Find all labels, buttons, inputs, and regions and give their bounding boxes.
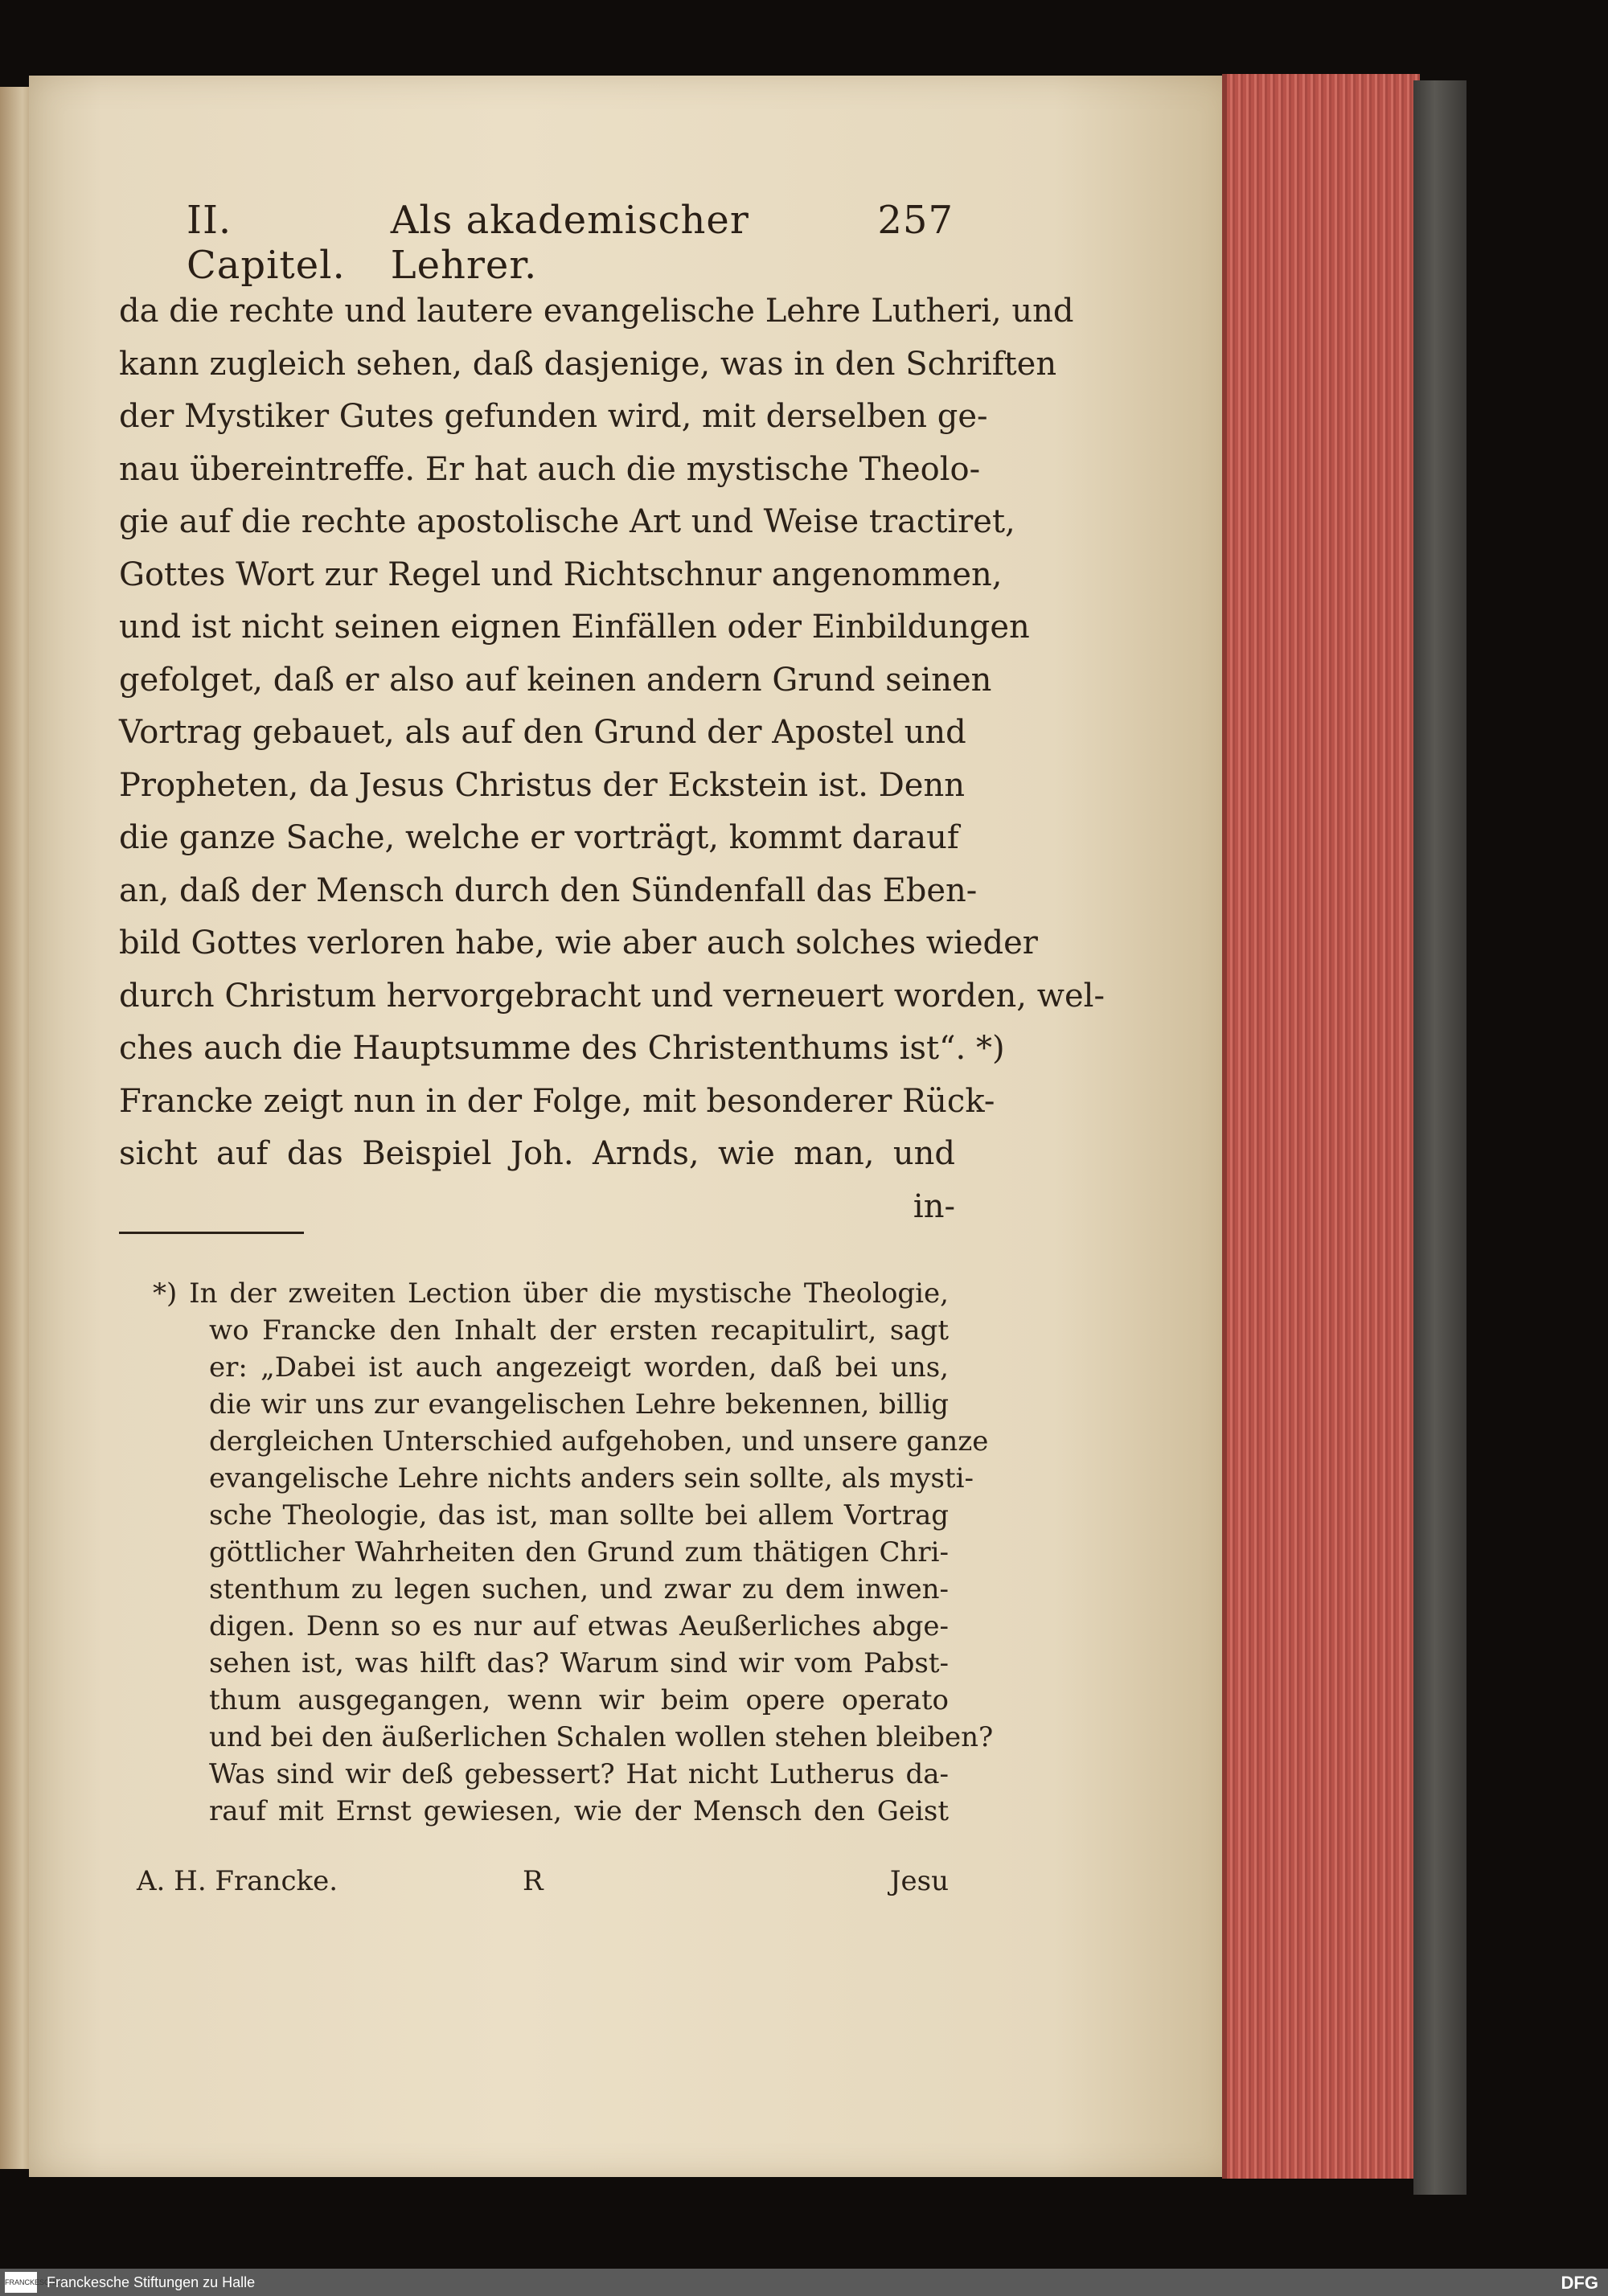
- footnote: [153, 1275, 994, 1830]
- text-line: gefolget, daß er also auf keinen andern Grund seinen: [119, 661, 992, 699]
- footnote-line: göttlicher Wahrheiten den Grund zum thätigen Chri-: [209, 1536, 949, 1568]
- text-line: gie auf die rechte apostolische Art und Weise tractiret,: [119, 503, 1015, 540]
- text-line: und ist nicht seinen eignen Einfällen oder Einbildungen: [119, 609, 1030, 646]
- text-line: durch Christum hervorgebracht und verneuert worden, wel-: [119, 977, 1105, 1015]
- footnote-line: sehen ist, was hilft das? Warum sind wir vom Pabst-: [209, 1647, 949, 1679]
- page-number: 257: [877, 198, 954, 243]
- signature-mark: R: [523, 1865, 544, 1897]
- footnote-line: thum ausgegangen, wenn wir beim opere operato: [209, 1684, 949, 1716]
- left-page-edge: [0, 87, 32, 2169]
- footnote-line: evangelische Lehre nichts anders sein sollte, als mysti-: [209, 1462, 974, 1494]
- text-line: Francke zeigt nun in der Folge, mit besonderer Rück-: [119, 1082, 995, 1120]
- book-cover: [1413, 80, 1466, 2195]
- text-line: Propheten, da Jesus Christus der Eckstein ist. Denn: [119, 766, 965, 804]
- institution-logo-icon: FRANCKESCHE: [5, 2272, 37, 2293]
- text-line: Vortrag gebauet, als auf den Grund der Apostel und: [119, 714, 966, 751]
- dfg-logo: DFG: [1561, 2273, 1598, 2293]
- main-text: [119, 285, 1105, 1233]
- header-title: Als akademischer Lehrer.: [390, 198, 749, 288]
- footnote-divider: [119, 1232, 304, 1234]
- page-footer: [137, 1865, 949, 1897]
- footnote-line: sche Theologie, das ist, man sollte bei allem Vortrag: [209, 1499, 949, 1531]
- running-header: [187, 198, 954, 288]
- text-line: sicht auf das Beispiel Joh. Arnds, wie man, und: [119, 1135, 955, 1172]
- text-line: die ganze Sache, welche er vorträgt, kommt darauf: [119, 819, 959, 856]
- footnote-line: er: „Dabei ist auch angezeigt worden, daß bei uns,: [209, 1351, 949, 1384]
- footnote-line: rauf mit Ernst gewiesen, wie der Mensch den Geist: [209, 1795, 949, 1827]
- footnote-line: Was sind wir deß gebessert? Hat nicht Lutherus da-: [209, 1758, 949, 1790]
- catchword-line: in-: [913, 1187, 955, 1225]
- signature: A. H. Francke.: [137, 1865, 338, 1897]
- viewer-footer-bar: [0, 2269, 1608, 2296]
- footnote-line: stenthum zu legen suchen, und zwar zu dem inwen-: [209, 1573, 949, 1605]
- footnote-line: dergleichen Unterschied aufgehoben, und unsere ganze: [209, 1425, 989, 1458]
- footnote-line: digen. Denn so es nur auf etwas Aeußerliches abge-: [209, 1610, 949, 1642]
- text-line: ches auch die Hauptsumme des Christenthums ist“. *): [119, 1030, 1005, 1067]
- text-line: kann zugleich sehen, daß dasjenige, was in den Schriften: [119, 345, 1057, 383]
- footnote-line: und bei den äußerlichen Schalen wollen stehen bleiben?: [209, 1721, 994, 1753]
- page-block-red-edge: [1222, 74, 1420, 2179]
- footnote-line: die wir uns zur evangelischen Lehre bekennen, billig: [209, 1388, 949, 1421]
- catchword: Jesu: [889, 1865, 949, 1897]
- text-line: Gottes Wort zur Regel und Richtschnur angenommen,: [119, 556, 1003, 593]
- text-line: an, daß der Mensch durch den Sündenfall das Eben-: [119, 871, 978, 909]
- text-line: nau übereintreffe. Er hat auch die mystische Theolo-: [119, 450, 981, 488]
- footnote-line: wo Francke den Inhalt der ersten recapitulirt, sagt: [209, 1314, 949, 1347]
- text-line: da die rechte und lautere evangelische Lehre Lutheri, und: [119, 293, 1074, 330]
- text-line: bild Gottes verloren habe, wie aber auch solches wieder: [119, 925, 1038, 961]
- chapter-label: II. Capitel.: [187, 198, 346, 288]
- footnote-line: *) In der zweiten Lection über die mystische Theologie,: [153, 1277, 949, 1310]
- institution-name: Franckesche Stiftungen zu Halle: [47, 2274, 256, 2290]
- text-line: der Mystiker Gutes gefunden wird, mit derselben ge-: [119, 398, 988, 435]
